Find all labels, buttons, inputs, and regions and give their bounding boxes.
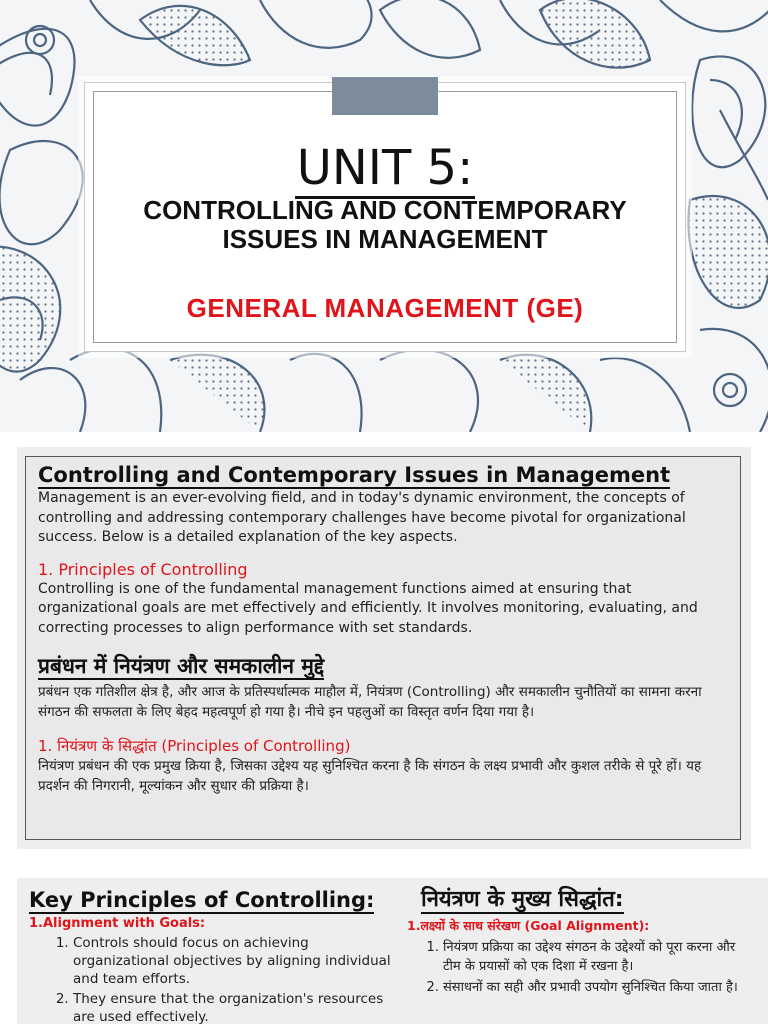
overview-frame [25,456,741,840]
unit-title [85,140,685,196]
list-item: 2. संसाधनों का सही और प्रभावी उपयोग सुनिश्चित किया जाता है। [443,978,753,997]
overview-heading [38,461,732,489]
subtitle-line-2: ISSUES IN MANAGEMENT [222,224,548,254]
key-principles-heading [29,886,399,914]
title-accent-tab [332,77,438,115]
english-points-list [29,934,399,1026]
overview-content [38,461,732,796]
unit-subtitle [85,196,685,254]
hindi-points-list [403,938,753,997]
hindi-intro: प्रबंधन एक गतिशील क्षेत्र है, और आज के प्रतिस्पर्धात्मक माहौल में, नियंत्रण (Controlling) और समकालीन चुनौतियों का सामना करना संगठन की सफलता के लिए बेहद महत्वपूर्ण हो गया है। नीचे इन पहलुओं का विस्तृत वर्णन दिया गया है। [38,684,702,720]
list-item: 1. Controls should focus on achieving organizational objectives by aligning individual and team efforts. [73,934,399,988]
list-item: 1. नियंत्रण प्रक्रिया का उद्देश्य संगठन के उद्देश्यों को पूरा करना और टीम के प्रयासों को एक दिशा में रखना है। [443,938,753,976]
subtitle-line-1: CONTROLLING AND CONTEMPORARY [143,195,627,225]
course-title: GENERAL MANAGEMENT (GE) [186,293,584,323]
hindi-principles-text: नियंत्रण प्रबंधन की एक प्रमुख क्रिया है, जिसका उद्देश्य यह सुनिश्चित करना है कि संगठन के लक्ष्य प्रभावी और कुशल तरीके से पूरे हों। यह प्रदर्शन की निगरानी, मूल्यांकन और सुधार की प्रक्रिया है। [38,758,702,794]
overview-slide [17,447,751,849]
hindi-key-heading-text: नियंत्रण के मुख्य सिद्धांत: [421,887,624,912]
key-principles-slide [17,878,768,1024]
unit-title-text: UNIT 5: [295,140,475,199]
list-item: 2. They ensure that the organization's resources are used effectively. [73,990,399,1026]
hindi-principles-heading: 1. नियंत्रण के सिद्धांत (Principles of Controlling) [38,737,351,755]
principles-text: Controlling is one of the fundamental management functions aimed at ensuring that organizational goals are met effectively and efficiently. It involves monitoring, evaluating, and correcting processes to align performance with set standards. [38,580,698,636]
title-card [84,82,686,352]
hindi-alignment-subheading: 1.लक्ष्यों के साथ संरेखण (Goal Alignment): [407,918,650,933]
overview-intro: Management is an ever-evolving field, and in today's dynamic environment, the concepts of controlling and addressing contemporary challenges have become pivotal for organizational success. Below is a detailed explanation of the key aspects. [38,490,686,545]
key-principles-english [29,886,399,1028]
principles-heading: 1. Principles of Controlling [38,559,248,579]
hindi-heading-text: प्रबंधन में नियंत्रण और समकालीन मुद्दे [38,654,325,678]
alignment-subheading: 1.Alignment with Goals: [29,916,206,931]
key-principles-heading-text: Key Principles of Controlling: [29,888,375,912]
hindi-heading [38,652,732,680]
key-principles-hindi [403,886,753,999]
overview-heading-text: Controlling and Contemporary Issues in Management [38,463,671,487]
cover-slide [0,0,768,432]
hindi-key-heading [421,886,753,914]
